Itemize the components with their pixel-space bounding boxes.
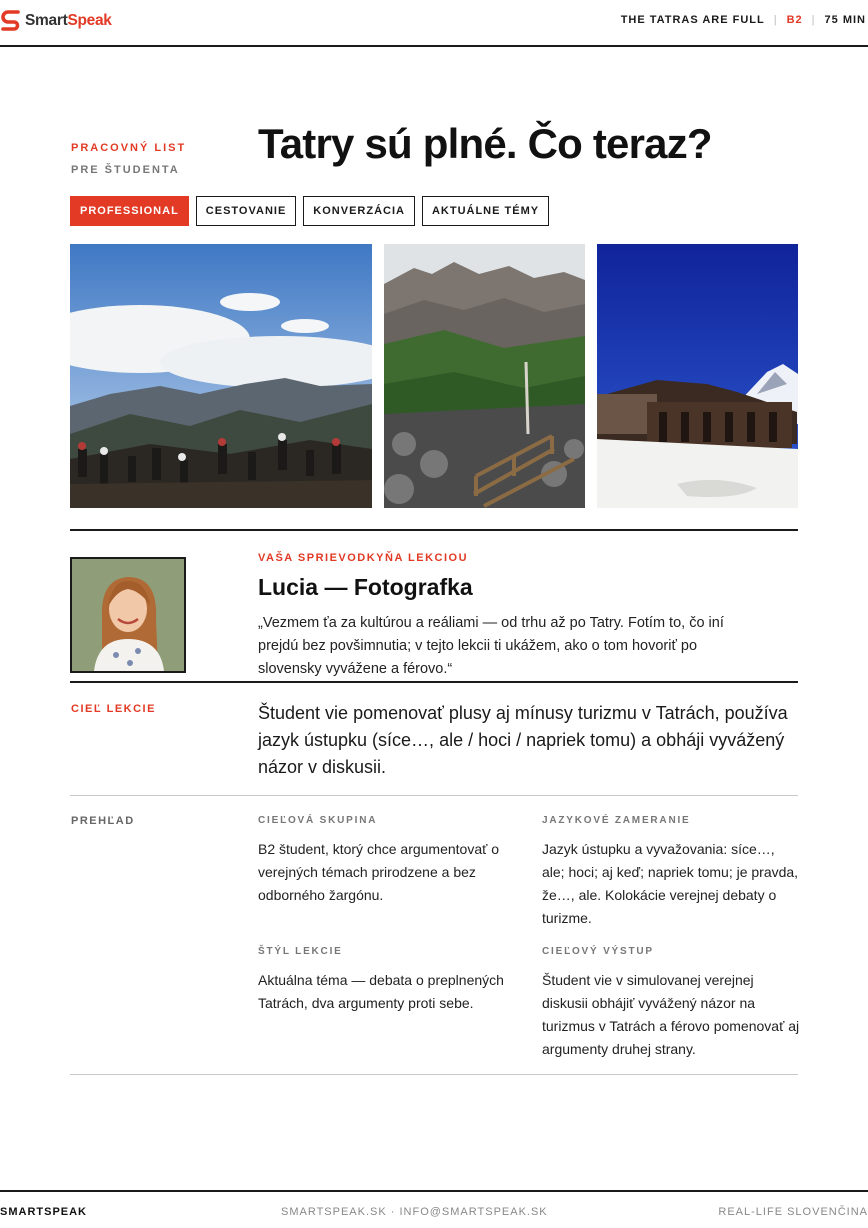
overview-heading: ŠTÝL LEKCIE	[258, 946, 343, 957]
smartspeak-logo-icon	[0, 8, 22, 34]
guide-avatar	[70, 557, 186, 673]
tag-konverzacia[interactable]: KONVERZÁCIA	[303, 196, 415, 226]
overview-text: Aktuálna téma — debata o preplnených Tatrách, dva argumenty proti sebe.	[258, 972, 504, 1011]
overview-target-output	[542, 946, 800, 1061]
footer	[0, 1190, 868, 1228]
overview-heading: JAZYKOVÉ ZAMERANIE	[542, 815, 691, 826]
overview-text: Jazyk ústupku a vyvažovania: síce…, ale; hoci; aj keď; napriek tomu; je pravda, že…, ale. Kolokácie verejnej debaty o turizme.	[542, 841, 799, 926]
level-badge: B2	[786, 14, 803, 26]
tag-professional[interactable]: PROFESSIONAL	[70, 196, 189, 226]
worksheet-audience: PRE ŠTUDENTA	[71, 164, 180, 176]
lesson-meta	[621, 14, 866, 26]
tag-cestovanie[interactable]: CESTOVANIE	[196, 196, 297, 226]
top-bar	[0, 0, 868, 47]
goal-text: Študent vie pomenovať plusy aj mínusy turizmu v Tatrách, používa jazyk ústupku (síce…, ale / hoci / napriek tomu) a obháji vyvážený názor v diskusii.	[258, 703, 788, 777]
photo-crowded-ridge	[70, 244, 372, 508]
footer-brand: SMARTSPEAK	[0, 1206, 88, 1218]
overview-heading: CIEĽOVÝ VÝSTUP	[542, 946, 654, 957]
footer-tagline: REAL-LIFE SLOVENČINA	[718, 1206, 868, 1218]
tag-aktualne-temy[interactable]: AKTUÁLNE TÉMY	[422, 196, 549, 226]
overview-text: Študent vie v simulovanej verejnej diskusii obhájiť vyvážený názor na turizmus v Tatrách a férovo pomenovať aj argumenty druhej strany.	[542, 972, 800, 1057]
overview-text: B2 študent, ktorý chce argumentovať o verejných témach prirodzene a bez odborného žargónu.	[258, 841, 500, 903]
worksheet-label: PRACOVNÝ LIST	[71, 142, 187, 154]
overview-label: PREHĽAD	[71, 815, 135, 827]
duration: 75 MIN	[824, 14, 866, 26]
section-divider	[70, 1074, 798, 1075]
section-divider	[70, 529, 798, 531]
photo-mountain-bridge	[384, 244, 585, 508]
section-divider	[70, 795, 798, 796]
tag-list	[70, 196, 549, 226]
overview-language-focus	[542, 815, 800, 930]
guide-kicker: VAŠA SPRIEVODKYŇA LEKCIOU	[258, 552, 469, 564]
page-title: Tatry sú plné. Čo teraz?	[258, 120, 712, 167]
overview-heading: CIEĽOVÁ SKUPINA	[258, 815, 378, 826]
photo-winter-chalet	[597, 244, 798, 508]
smartspeak-logo[interactable]	[0, 8, 112, 34]
guide-name: Lucia — Fotografka	[258, 574, 473, 600]
goal-label: CIEĽ LEKCIE	[71, 703, 156, 715]
lesson-title: THE TATRAS ARE FULL	[620, 14, 765, 26]
separator: |	[811, 14, 816, 26]
guide-quote: „Vezmem ťa za kultúrou a reáliami — od trhu až po Tatry. Fotím to, čo iní prejdú bez povšimnutia; v tejto lekcii ti ukážem, ako o tom hovoriť po slovensky vyvážene a férovo.“	[258, 615, 724, 677]
separator: |	[773, 14, 778, 26]
footer-contact[interactable]: SMARTSPEAK.SK · INFO@SMARTSPEAK.SK	[281, 1206, 548, 1218]
brand-name: SmartSpeak	[25, 12, 112, 29]
overview-target-group	[258, 815, 516, 907]
section-divider	[70, 681, 798, 683]
overview-lesson-style	[258, 946, 516, 1015]
